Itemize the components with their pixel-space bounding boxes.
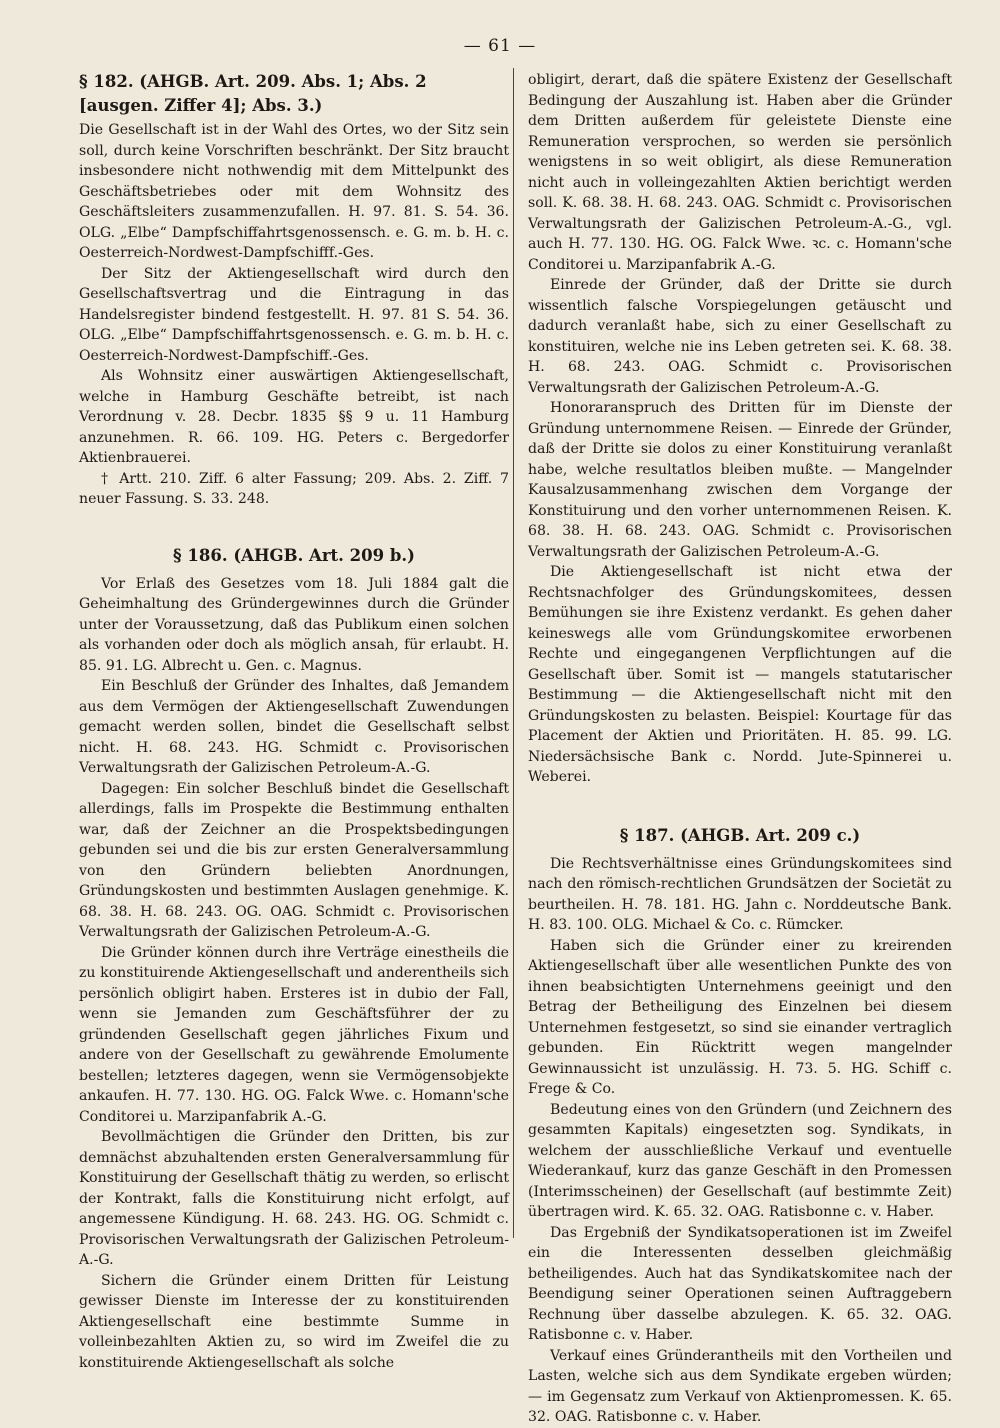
paragraph: Einrede der Gründer, daß der Dritte sie durch wissentlich falsche Vorspiegelungen getäuscht und dadurch veranlaßt habe, sich zu einer Gesellschaft zu konstituiren, welche nie ins Leben getreten sei. K. 68. 38. H. 68. 243. OAG. Schmidt c. Provisorischen Verwaltungsrath der Galizischen Petroleum-A.-G. <box>528 277 952 396</box>
paragraph: Sichern die Gründer einem Dritten für Leistung gewisser Dienste im Interesse der zu konstituirenden Aktiengesellschaft eine bestimmte Summe in volleinbezahlten Aktien zu, so wird im Zweifel die zu konstituirende Aktiengesellschaft als solche <box>79 1272 509 1371</box>
paragraph: obligirt, derart, daß die spätere Existenz der Gesellschaft Bedingung der Auszahlung ist. Haben aber die Gründer dem Dritten außerdem für geleistete Dienste eine Remuneration versprochen, so werden sie persönlich wenigstens in so weit obligirt, als diese Remuneration nicht auch in volleingezahlten Aktien berichtigt werden soll. K. 68. 38. H. 68. 243. OAG. Schmidt c. Provisorischen Verwaltungsrath der Galizischen Petroleum-A.-G., vgl. auch H. 77. 130. HG. OG. Falck Wwe. ꝛc. c. Homann'sche Conditorei u. Marzipanfabrik A.-G. <box>528 72 952 273</box>
page-number: — 61 — <box>463 36 537 56</box>
paragraph: † Artt. 210. Ziff. 6 alter Fassung; 209. Abs. 2. Ziff. 7 neuer Fassung. S. 33. 248. <box>79 470 509 507</box>
paragraph: Vor Erlaß des Gesetzes vom 18. Juli 1884 galt die Geheimhaltung des Gründergewinnes durch die Gründer unter der Voraussetzung, daß das Publikum einen solchen als vorhanden oder doch als möglich ansah, für erlaubt. H. 85. 91. LG. Albrecht u. Gen. c. Magnus. <box>79 575 509 674</box>
paragraph: Die Aktiengesellschaft ist nicht etwa der Rechtsnachfolger des Gründungskomitees, dessen Bemühungen sie ihre Existenz verdankt. Es gehen daher keineswegs alle vom Gründungskomitee erworbenen Rechte und eingegangenen Verpflichtungen auf die Gesellschaft über. Somit ist — mangels statutarischer Bestimmung — die Aktiengesellschaft nicht mit den Gründungskosten zu belasten. Beispiel: Kourtage für das Placement der Aktien und Prioritäten. H. 85. 99. LG. Niedersächsische Bank c. Nordd. Jute-Spinnerei u. Weberei. <box>528 564 952 785</box>
paragraph: Haben sich die Gründer einer zu kreirenden Aktiengesellschaft über alle wesentlichen Punkte des von ihnen beabsichtigten Unternehmens geeinigt und den Betrag der Betheiligung des Einzelnen bei diesem Unternehmen festgesetzt, so sind sie einander vertraglich gebunden. Ein Rücktritt wegen mangelnder Gewinnaussicht ist unzulässig. H. 73. 5. HG. Schiff c. Frege & Co. <box>528 937 952 1097</box>
paragraph: Das Ergebniß der Syndikatsoperationen ist im Zweifel ein die Interessenten desselben gleichmäßig betheiligendes. Auch hat das Syndikatskomitee nach der Beendigung seiner Operationen seinen Auftraggebern Rechnung über dasselbe abzulegen. K. 65. 32. OAG. Ratisbonne c. v. Haber. <box>528 1224 952 1343</box>
paragraph: Bedeutung eines von den Gründern (und Zeichnern des gesammten Kapitals) eingesetzten sog. Syndikats, in welchem der ausschließliche Verkauf und eventuelle Wiederankauf, kurz das ganze Geschäft in den Promessen (Interimsscheinen) der Gesellschaft (auf bestimmte Zeit) übertragen wird. K. 65. 32. OAG. Ratisbonne c. v. Haber. <box>528 1101 952 1220</box>
section-182-heading: § 182. (AHGB. Art. 209. Abs. 1; Abs. 2 [ausgen. Ziffer 4]; Abs. 3.) <box>79 72 427 115</box>
left-column <box>79 70 509 1373</box>
paragraph: Die Gründer können durch ihre Verträge einestheils die zu konstituirende Aktiengesellschaft und anderentheils sich persönlich obligirt haben. Ersteres ist in dubio der Fall, wenn sie Jemanden zum Geschäftsführer der zu gründenden Gesellschaft gegen jährliches Fixum und andere von der Gesellschaft zu gewährende Emolumente bestellen; letzteres dagegen, wenn sie Vermögensobjekte ankaufen. H. 77. 130. HG. OG. Falck Wwe. c. Homann'sche Conditorei u. Marzipanfabrik A.-G. <box>79 944 509 1125</box>
paragraph: Verkauf eines Gründerantheils mit den Vortheilen und Lasten, welche sich aus dem Syndikate ergeben würden; — im Gegensatz zum Verkauf von Aktienpromessen. K. 65. 32. OAG. Ratisbonne c. v. Haber. <box>528 1347 952 1425</box>
paragraph: Die Gesellschaft ist in der Wahl des Ortes, wo der Sitz sein soll, durch keine Vorschriften beschränkt. Der Sitz braucht insbesondere nicht nothwendig mit dem Mittelpunkt des Geschäftsbetriebes oder mit dem Wohnsitz des Geschäftsleiters zusammenzufallen. H. 97. 81. S. 54. 36. OLG. „Elbe“ Dampfschiffahrtsgenossensch. e. G. m. b. H. c. Oesterreich-Nordwest-Dampfschifff.-Ges. <box>79 122 509 261</box>
section-187-heading: § 187. (AHGB. Art. 209 c.) <box>619 825 861 845</box>
paragraph: Dagegen: Ein solcher Beschluß bindet die Gesellschaft allerdings, falls im Prospekte die Bestimmung enthalten war, daß der Zeichner an die Prospektsbedingungen gebunden sei und die bis zur ersten Generalversammlung von den Gründern beliebten Anordnungen, Gründungskosten und bestimmten Auslagen genehmige. K. 68. 38. H. 68. 243. OG. OAG. Schmidt c. Provisorischen Verwaltungsrath der Galizischen Petroleum-A.-G. <box>79 780 509 940</box>
paragraph: Der Sitz der Aktiengesellschaft wird durch den Gesellschaftsvertrag und die Eintragung in das Handelsregister bindend festgestellt. H. 97. 81 S. 54. 36. OLG. „Elbe“ Dampfschiffahrtsgenossensch. e. G. m. b. H. c. Oesterreich-Nordwest-Dampfschiff.-Ges. <box>79 265 509 364</box>
paragraph: Ein Beschluß der Gründer des Inhaltes, daß Jemandem aus dem Vermögen der Aktiengesellschaft Zuwendungen gemacht werden sollen, bindet die Gesellschaft selbst nicht. H. 68. 243. HG. Schmidt c. Provisorischen Verwaltungsrath der Galizischen Petroleum-A.-G. <box>79 678 509 776</box>
right-column <box>528 70 952 1428</box>
paragraph: Die Rechtsverhältnisse eines Gründungskomitees sind nach den römisch-rechtlichen Grundsätzen der Societät zu beurtheilen. H. 78. 181. HG. Jahn c. Norddeutsche Bank. H. 83. 100. OLG. Michael & Co. c. Rümcker. <box>528 855 952 933</box>
column-divider <box>513 68 514 1238</box>
section-186-heading: § 186. (AHGB. Art. 209 b.) <box>173 545 415 565</box>
paragraph: Als Wohnsitz einer auswärtigen Aktiengesellschaft, welche in Hamburg Geschäfte betreibt, ist nach Verordnung v. 28. Decbr. 1835 §§ 9 u. 11 Hamburg anzunehmen. R. 66. 109. HG. Peters c. Bergedorfer Aktienbrauerei. <box>79 368 509 466</box>
paragraph: Bevollmächtigen die Gründer den Dritten, bis zur demnächst abzuhaltenden ersten Generalversammlung für Konstituirung der Gesellschaft thätig zu werden, so erlischt der Kontrakt, falls die Konstituirung nicht erfolgt, auf angemessene Kündigung. H. 68. 243. HG. OG. Schmidt c. Provisorischen Verwaltungsrath der Galizischen Petroleum-A.-G. <box>79 1129 509 1268</box>
paragraph: Honoraranspruch des Dritten für im Dienste der Gründung unternommene Reisen. — Einrede der Gründer, daß der Dritte sie dolos zu einer Konstituirung veranlaßt habe, welche resultatlos bleiben mußte. — Mangelnder Kausalzusammenhang zwischen dem Vorgange der Konstituirung und den vorher unternommenen Reisen. K. 68. 38. H. 68. 243. OAG. Schmidt c. Provisorischen Verwaltungsrath der Galizischen Petroleum-A.-G. <box>528 400 952 560</box>
